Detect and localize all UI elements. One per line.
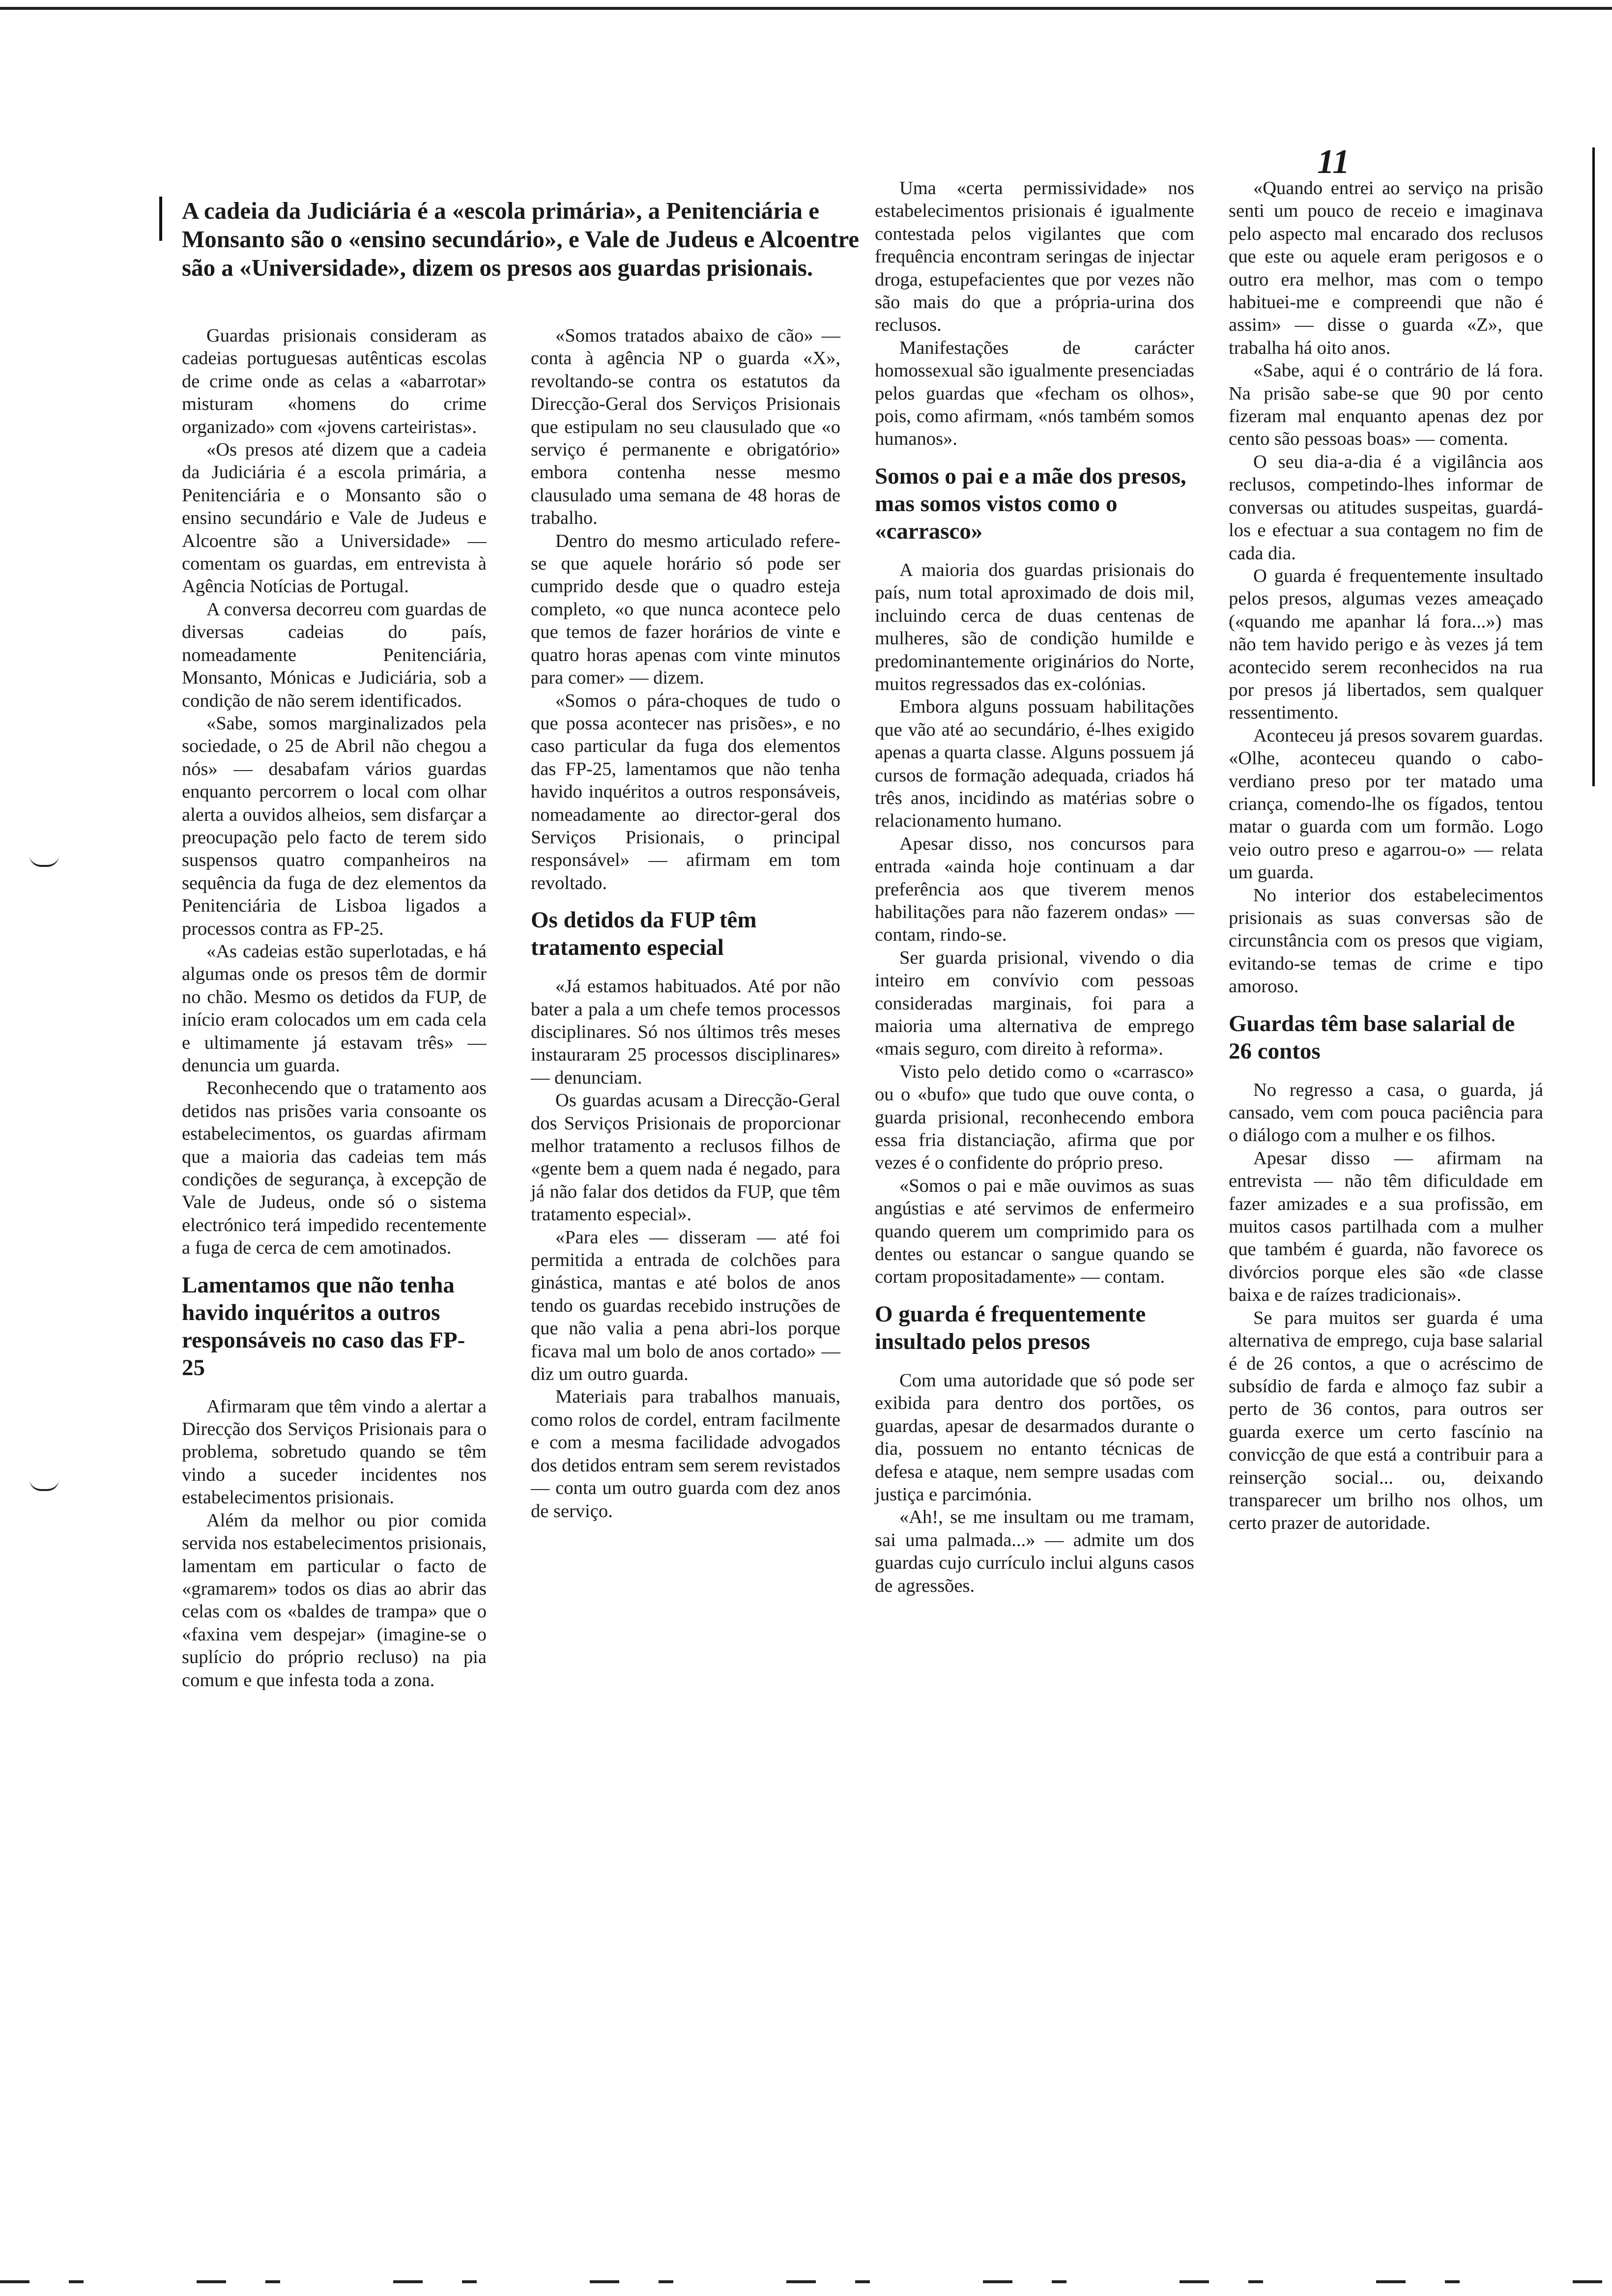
subheading-pai-e-mae: Somos o pai e a mãe dos presos, mas somos vistos como o «carrasco» [875,463,1186,544]
headline-rule [159,197,162,241]
paragraph: A conversa decorreu com guardas de diversas cadeias do país, nomeadamente Penitenciária, Monsanto, Mónicas e Judiciária, sob a condição de não serem identificados. [182,599,487,711]
paragraph: O guarda é frequentemente insultado pelos presos, algumas vezes ameaçado («quando me apanhar lá fora...») mas não tem havido perigo e às vezes já tem acontecido serem reconhecidos na rua por presos já libertados, sem qualquer ressentimento. [1229,565,1543,723]
paragraph: «Sabe, somos marginalizados pela sociedade, o 25 de Abril não chegou a nós» — desabafam vários guardas enquanto percorrem o local com olhar alerta a ouvidos alheios, sem disfarçar a preocupação pelo facto de terem sido suspensos quatro companheiros na sequência da fuga de dez elementos da Penitenciária de Lisboa ligados a processos contra as FP-25. [182,713,487,939]
column-2 [531,324,840,1522]
paragraph: «Somos o pai e mãe ouvimos as suas angústias e até servimos de enfermeiro quando querem um comprimido para os dentes ou estancar o sangue quando se cortam propositadamente» — contam. [875,1175,1194,1288]
paragraph: A maioria dos guardas prisionais do país, num total aproximado de dois mil, incluindo cerca de duas centenas de mulheres, são de condição humilde e predominantemente originários do Norte, muitos regressados das ex-colónias. [875,559,1194,694]
paragraph: Com uma autoridade que só pode ser exibida para dentro dos portões, os guardas, apesar de desarmados durante o dia, possuem no entanto técnicas de defesa e ataque, nem sempre usadas com justiça e parcimónia. [875,1370,1194,1505]
paragraph: Uma «certa permissividade» nos estabelecimentos prisionais é igualmente contestada pelos vigilantes que com frequência encontram seringas de injectar droga, estupefacientes que por vezes não são mais do que a própria-urina dos reclusos. [875,178,1194,336]
paragraph: Apesar disso, nos concursos para entrada «ainda hoje continuam a dar preferência aos que tiverem menos habilitações para não fazerem ondas» — contam, rindo-se. [875,833,1194,946]
paragraph: «Somos o pára-choques de tudo o que possa acontecer nas prisões», e no caso particular da fuga dos elementos das FP-25, lamentamos que não tenha havido inquéritos a outros responsáveis, nomeadamente ao director-geral dos Serviços Prisionais, o principal responsável» — afirmam em tom revoltado. [531,690,840,893]
paragraph: Materiais para trabalhos manuais, como rolos de cordel, entram facilmente e com a mesma facilidade advogados dos detidos entram sem serem revistados — conta um outro guarda com dez anos de serviço. [531,1386,840,1521]
paragraph: «Quando entrei ao serviço na prisão senti um pouco de receio e imaginava pelo aspecto mal encarado dos reclusos que este ou aquele eram perigosos e o outro era melhor, mas com o tempo habituei-me e compreendi que não é assim» — disse o guarda «Z», que trabalha há oito anos. [1229,178,1543,358]
paragraph: Dentro do mesmo articulado refere-se que aquele horário só pode ser cumprido desde que o quadro esteja completo, «o que nunca acontece pelo que temos de fazer horários de vinte e quatro horas apenas com vinte minutos para comer» — dizem. [531,530,840,689]
paragraph: Reconhecendo que o tratamento aos detidos nas prisões varia consoante os estabelecimentos, os guardas afirmam que a maioria das cadeias tem más condições de segurança, à excepção de Vale de Judeus, onde só o sistema electrónico terá impedido recentemente a fuga de cerca de cem amotinados. [182,1078,487,1259]
paragraph: «Ah!, se me insultam ou me tramam, sai uma palmada...» — admite um dos guardas cujo currículo inclui alguns casos de agressões. [875,1507,1194,1596]
paragraph: «Sabe, aqui é o contrário de lá fora. Na prisão sabe-se que 90 por cento fizeram mal enquanto apenas dez por cento são pessoas boas» — comenta. [1229,360,1543,450]
paragraph: «Para eles — disseram — até foi permitida a entrada de colchões para ginástica, mantas e até bolos de anos tendo os guardas recebido instruções de que não valia a pena abri-los porque ficava mal um bolo de anos cortado» — diz um outro guarda. [531,1227,840,1385]
punch-hole-mark [29,1479,59,1491]
paragraph: No interior dos estabelecimentos prisionais as suas conversas são de circunstância com os presos que vigiam, evitando-se temas de crime e tipo amoroso. [1229,885,1543,997]
bottom-scan-marks [0,2280,1612,2283]
paragraph: Além da melhor ou pior comida servida nos estabelecimentos prisionais, lamentam em particular o facto de «gramarem» todos os dias ao abrir das celas com os «baldes de trampa» que o «faxina vem despejar» (imagine-se o suplício do próprio recluso) na pia comum e que infesta toda a zona. [182,1510,487,1691]
right-margin-rule [1592,147,1595,786]
paragraph: «Já estamos habituados. Até por não bater a pala a um chefe temos processos disciplinares. Só nos últimos três meses instauraram 25 processos disciplinares» — denunciam. [531,976,840,1088]
column-1 [182,324,487,1692]
subheading-base-salarial: Guardas têm base salarial de 26 contos [1229,1010,1515,1064]
top-rule [0,7,1612,10]
page-folio: 11 [1317,143,1350,181]
paragraph: O seu dia-a-dia é a vigilância aos reclusos, competindo-lhes informar de conversas ou atitudes suspeitas, guardá-los e efectuar a sua contagem no fim de cada dia. [1229,451,1543,564]
paragraph: Embora alguns possuam habilitações que vão até ao secundário, é-lhes exigido apenas a quarta classe. Alguns possuem já cursos de formação adequada, criados há três anos, incidindo as matérias sobre o relacionamento humano. [875,696,1194,832]
paragraph: Aconteceu já presos sovarem guardas. «Olhe, aconteceu quando o cabo-verdiano preso por ter matado uma criança, comendo-lhe os fígados, tentou matar o guarda com um formão. Logo veio outro preso e agarrou-o» — relata um guarda. [1229,725,1543,883]
subheading-insultado: O guarda é frequentemente insultado pelos presos [875,1301,1146,1354]
paragraph: «As cadeias estão superlotadas, e há algumas onde os presos têm de dormir no chão. Mesmo os detidos da FUP, de início eram colocados um em cada cela e ultimamente já estavam três» — denuncia um guarda. [182,941,487,1076]
punch-hole-mark [29,855,59,867]
paragraph: Visto pelo detido como o «carrasco» ou o «bufo» que tudo que ouve conta, o guarda prisional, reconhecendo embora essa fria distanciação, afirma que por vezes é o confidente do próprio preso. [875,1061,1194,1174]
paragraph: Manifestações de carácter homossexual são igualmente presenciadas pelos guardas que «fecham os olhos», pois, como afirmam, «nós também somos humanos». [875,337,1194,450]
article-headline: A cadeia da Judiciária é a «escola primária», a Penitenciária e Monsanto são o «ensino secundário», e Vale de Judeus e Alcoentre são a «Universidade», dizem os presos aos guardas prisionais. [182,197,859,281]
paragraph: «Somos tratados abaixo de cão» — conta à agência NP o guarda «X», revoltando-se contra os estatutos da Direcção-Geral dos Serviços Prisionais que estipulam no seu clausulado que «o serviço é permanente e obrigatório» embora contenha nesse mesmo clausulado uma semana de 48 horas de trabalho. [531,325,840,529]
paragraph: No regresso a casa, o guarda, já cansado, vem com pouca paciência para o diálogo com a mulher e os filhos. [1229,1079,1543,1146]
subheading-inqueritos: Lamentamos que não tenha havido inquéritos a outros responsáveis no caso das FP-25 [182,1272,465,1380]
column-3 [875,177,1194,1597]
paragraph: Apesar disso — afirmam na entrevista — não têm dificuldade em fazer amizades e a sua profissão, em muitos casos partilhada com a mulher que também é guarda, não favorece os divórcios porque eles são «de classe baixa e de raízes tradicionais». [1229,1148,1543,1306]
paragraph: Guardas prisionais consideram as cadeias portuguesas autênticas escolas de crime onde as celas a «abarrotar» misturam «homens do crime organizado» com «jovens carteiristas». [182,325,487,437]
column-4 [1229,177,1543,1535]
paragraph: Ser guarda prisional, vivendo o dia inteiro em convívio com pessoas consideradas marginais, foi para a maioria uma alternativa de emprego «mais seguro, com direito à reforma». [875,947,1194,1060]
paragraph: «Os presos até dizem que a cadeia da Judiciária é a escola primária, a Penitenciária e o Monsanto são o ensino secundário e Vale de Judeus e Alcoentre são a Universidade» — comentam os guardas, em entrevista à Agência Notícias de Portugal. [182,439,487,597]
subheading-detidos-fup: Os detidos da FUP têm tratamento especial [531,907,757,961]
paragraph: Se para muitos ser guarda é uma alternativa de emprego, cuja base salarial é de 26 contos, a que o acréscimo de subsídio de farda e almoço faz subir a perto de 36 contos, para outros ser guarda exerce um certo fascínio na convicção de que está a contribuir para a reinserção social... ou, deixando transparecer um brilho nos olhos, um certo prazer de autoridade. [1229,1307,1543,1534]
paragraph: Os guardas acusam a Direcção-Geral dos Serviços Prisionais de proporcionar melhor tratamento a reclusos filhos de «gente bem a quem nada é negado, para já não falar dos detidos da FUP, que têm tratamento especial». [531,1090,840,1225]
paragraph: Afirmaram que têm vindo a alertar a Direcção dos Serviços Prisionais para o problema, sobretudo quando se têm vindo a suceder incidentes nos estabelecimentos prisionais. [182,1396,487,1508]
